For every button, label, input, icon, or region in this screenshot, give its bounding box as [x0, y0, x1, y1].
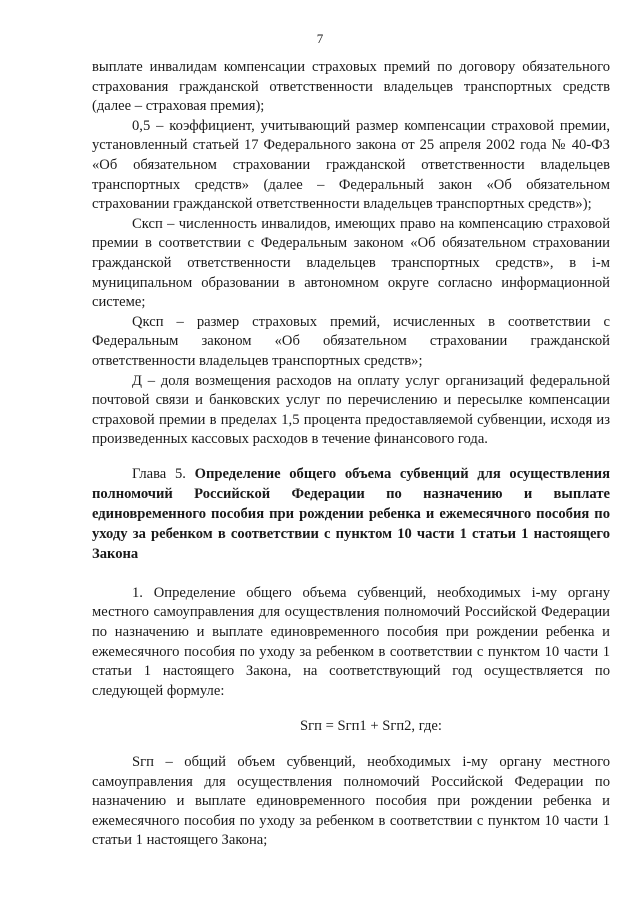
page-body	[92, 58, 610, 851]
page-number: 7	[316, 31, 324, 46]
chapter-title: Определение общего объема субвенций для осуществления полномочий Российской Федерации по назначению и выплате единовременного пособия при рождении ребенка и ежемесячного пособия по уходу за ребенком в соответствии с пунктом 10 части 1 статьи 1 настоящего Закона	[92, 465, 610, 562]
paragraph-coefficient: 0,5 – коэффициент, учитывающий размер компенсации страховой премии, установленный статьей 17 Федерального закона от 25 апреля 2002 года № 40-ФЗ «Об обязательном страховании гражданской ответственности владельцев транспортных средств» (далее – Федеральный закон «Об обязательном страховании гражданской ответственности владельцев транспортных средств»);	[92, 117, 610, 213]
chapter-heading	[92, 464, 610, 564]
paragraph-disabled-count: Cксп – численность инвалидов, имеющих право на компенсацию страховой премии в соответствии с Федеральным законом «Об обязательном страховании гражданской ответственности владельцев транспортных средств», в i-м муниципальном образовании в автономном округе согласно информационной системе;	[92, 215, 610, 311]
paragraph-insurance-premium: выплате инвалидам компенсации страховых премий по договору обязательного страхования гражданской ответственности владельцев транспортных средств (далее – страховая премия);	[92, 59, 610, 115]
chapter-number: Глава 5.	[132, 465, 186, 482]
formula: Sгп = Sгп1 + Sгп2, где:	[300, 718, 442, 735]
paragraph-subvention-definition: 1. Определение общего объема субвенций, необходимых i-му органу местного самоуправления для осуществления полномочий Российской Федерации по назначению и выплате единовременного пособия при рождении ребенка и ежемесячного пособия по уходу за ребенком в соответствии с пунктом 10 части 1 статьи 1 настоящего Закона, на соответствующий год осуществляется по следующей формуле:	[92, 584, 610, 699]
paragraph-total-subvention: Sгп – общий объем субвенций, необходимых i-му органу местного самоуправления для осуществления полномочий Российской Федерации по назначению и выплате единовременного пособия при рождении ребенка и ежемесячного пособия по уходу за ребенком в соответствии с пунктом 10 части 1 статьи 1 настоящего Закона;	[92, 754, 610, 849]
paragraph-premium-size: Qксп – размер страховых премий, исчисленных в соответствии с Федеральным законом «Об обязательном страховании гражданской ответственности владельцев транспортных средств»;	[92, 313, 610, 369]
paragraph-reimbursement-share: Д – доля возмещения расходов на оплату услуг организаций федеральной почтовой связи и банковских услуг по перечислению и пересылке компенсации страховой премии в пределах 1,5 процента предоставляемой субвенции, исходя из произведенных кассовых расходов в течение финансового года.	[92, 372, 610, 448]
